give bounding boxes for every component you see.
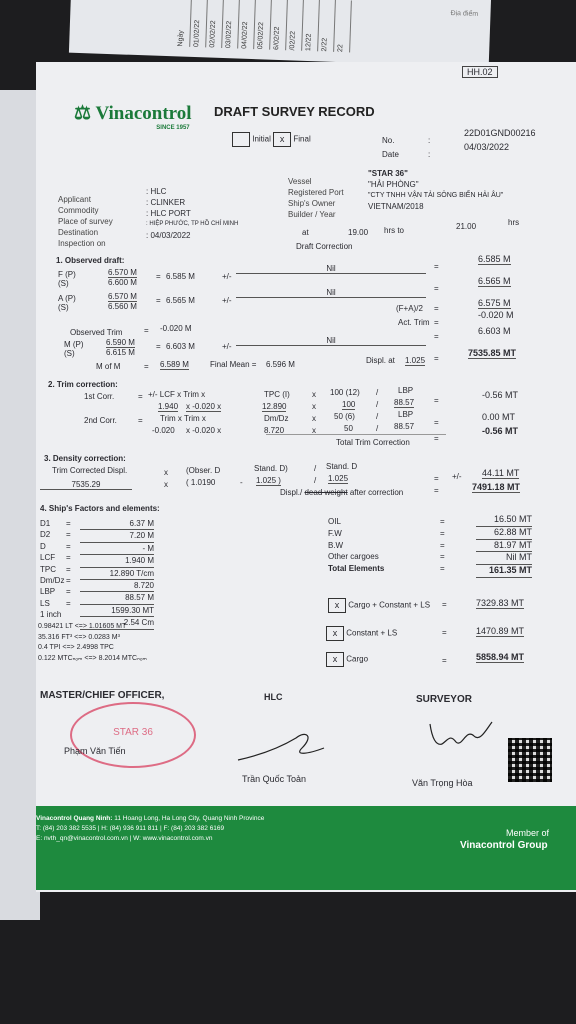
first-corr-lbp: LBP — [398, 386, 414, 395]
first-corr-result: -0.56 MT — [482, 390, 519, 400]
hrs-label: hrs — [508, 218, 520, 227]
obs-trim-value: -0.020 M — [160, 324, 192, 333]
result-value-2: 1470.89 MT — [476, 626, 525, 636]
surveyor-signature — [426, 718, 496, 752]
member-group: Vinacontrol Group — [460, 840, 548, 851]
density-corr-value: 44.11 MT — [482, 468, 520, 478]
fwd-values: 6.570 M 6.600 M — [108, 268, 137, 287]
date-header: Ngày — [177, 0, 192, 47]
times-sign: x — [312, 414, 316, 423]
destination-value: HIỆP PHƯỚC, TP HỒ CHÍ MINH — [149, 221, 239, 227]
mofm-label: M of M — [96, 362, 121, 371]
hrs-to-label: hrs to — [384, 226, 405, 235]
first-corr-tpc-value: 12.890 — [262, 402, 287, 411]
aft-values: 6.570 M 6.560 M — [108, 292, 137, 311]
displ-density: 1.025 — [405, 356, 426, 365]
first-corr-label: 1st Corr. — [84, 392, 115, 401]
displ-after-value: 7491.18 MT — [472, 482, 521, 492]
aft-result: 6.565 M — [478, 276, 511, 286]
element-values: 16.50 MT 62.88 MT 81.97 MT Nil MT 161.35 MT — [476, 514, 532, 578]
second-corr-trim: -0.020 — [152, 426, 175, 435]
builder-value: VIETNAM/2018 — [368, 202, 424, 211]
no-label: No. — [382, 136, 395, 145]
displ-label: Displ. at — [366, 356, 395, 365]
mid-mean: 6.603 M — [166, 342, 195, 351]
mofm-value: 6.589 M — [160, 360, 189, 369]
initial-option — [232, 132, 311, 147]
second-corr-lbp-value: 88.57 — [394, 422, 415, 431]
qr-code-icon — [508, 738, 552, 782]
master-title: MASTER/CHIEF OFFICER, — [40, 690, 165, 701]
date-cell: 03/02/22 — [225, 0, 240, 49]
obs-density-label: (Obser. D — [186, 466, 221, 475]
date-cell: /02/22 — [289, 0, 304, 51]
first-corr-factor-value: 100 — [342, 400, 356, 409]
divide-sign: / — [314, 464, 317, 473]
place-note: Địa điểm — [450, 9, 479, 18]
right-info-labels — [288, 176, 344, 220]
fwd-mean: 6.585 M — [166, 272, 195, 281]
divide-sign: / — [376, 400, 379, 409]
logo — [74, 102, 190, 131]
mid-result: 6.603 M — [478, 326, 511, 336]
first-corr-lcf: 1.940 — [158, 402, 179, 411]
final-checkbox: x — [273, 132, 291, 147]
initial-checkbox — [232, 132, 250, 147]
final-label: Final — [293, 134, 311, 144]
form-code: HH.02 — [462, 66, 498, 78]
second-corr-result: 0.00 MT — [482, 412, 516, 422]
aft-pm: +/- — [222, 296, 232, 305]
divide-sign: / — [314, 476, 317, 485]
builder-label: Builder / Year — [288, 210, 336, 219]
at-label: at — [302, 228, 309, 237]
stand-density-value: 1.025 ) — [256, 476, 281, 485]
displ-after-label: Displ./ dead weight after correction — [280, 488, 404, 497]
mid-pm: +/- — [222, 342, 232, 351]
mid-correction: Nil — [236, 336, 426, 346]
background-sheet — [69, 0, 491, 67]
trim-correction-title: 2. Trim correction: — [48, 380, 118, 389]
date-cell: 01/02/22 — [193, 0, 208, 47]
aft-labels: A (P) (S) — [58, 294, 76, 312]
second-corr-dmdz: Dm/Dz — [264, 414, 289, 423]
applicant-value: HLC — [150, 187, 167, 196]
second-corr-dmdz-value: 8.720 — [264, 426, 285, 435]
times-sign: x — [164, 480, 168, 489]
stand-density-label-2: Stand. D — [326, 462, 358, 471]
total-trim-value: -0.56 MT — [482, 426, 519, 436]
conversion-table: 0.98421 LT <=> 1.01605 MT 35.316 FT³ <=> 0.0283 M³ 0.4 TPI <=> 2.4998 TPC 0.122 MTCₙₒₘ <=> 8.2014 MTCₙₒₘ — [38, 623, 147, 662]
owner-label: Ship's Owner — [288, 199, 336, 208]
at-time: 19.00 — [348, 228, 369, 237]
result-value-3: 5858.94 MT — [476, 652, 525, 662]
hlc-name: Trần Quốc Toản — [242, 774, 307, 784]
mid-labels: M (P) (S) — [64, 340, 84, 358]
mid-values: 6.590 M 6.615 M — [106, 338, 135, 357]
surveyor-title: SURVEYOR — [416, 694, 472, 705]
total-trim-label: Total Trim Correction — [336, 438, 410, 447]
member-of: Member of — [506, 828, 550, 838]
stand-density-value-2: 1.025 — [328, 474, 349, 483]
date-columns — [177, 0, 352, 52]
result-checkbox: x — [326, 652, 344, 667]
stand-density-label: Stand. D) — [254, 464, 288, 473]
act-trim-label: Act. Trim — [398, 318, 430, 327]
second-corr-factor-value: 50 — [344, 424, 353, 433]
density-title: 3. Density correction: — [44, 454, 126, 463]
logo-since: SINCE 1957 — [156, 125, 190, 131]
left-info-values: : HLC : CLINKER : HLC PORT : HIỆP PHƯỚC, TP HỒ CHÍ MINH : 04/03/2022 — [146, 187, 239, 240]
fwd-result: 6.585 M — [478, 254, 511, 264]
factor-values: 6.37 M 7.20 M - M 1.940 M 12.890 T/cm 8.720 88.57 M 1599.30 MT 2.54 Cm — [80, 518, 154, 630]
trim-corr-displ-label: Trim Corrected Displ. — [52, 466, 128, 475]
initial-label: Initial — [252, 134, 271, 144]
displ-value: 7535.85 MT — [468, 348, 517, 358]
commodity-value: CLINKER — [150, 198, 186, 207]
aft-correction: Nil — [236, 288, 426, 298]
date-cell: 02/02/22 — [209, 0, 224, 48]
fwd-labels: F (P) (S) — [58, 270, 76, 288]
aft-mean: 6.565 M — [166, 296, 195, 305]
first-corr-lbp-value: 88.57 — [394, 398, 415, 407]
second-corr-trim2: x -0.020 x — [186, 426, 222, 435]
minus-sign: - — [240, 478, 243, 487]
master-name: Phạm Văn Tiến — [64, 746, 126, 756]
owner-value: "CTY TNHH VẬN TẢI SÔNG BIỂN HẢI ÂU" — [368, 192, 504, 199]
port-label: Registered Port — [288, 188, 344, 197]
fwd-pm: +/- — [222, 272, 232, 281]
place-value: HLC PORT — [150, 209, 191, 218]
inspection-value: 04/03/2022 — [150, 231, 191, 240]
date-label: Date — [382, 150, 399, 159]
place-label: Place of survey — [58, 217, 113, 226]
inspection-label: Inspection on — [58, 239, 106, 248]
document-title: DRAFT SURVEY RECORD — [214, 104, 375, 119]
applicant-label: Applicant — [58, 195, 91, 204]
times-sign: x — [312, 426, 316, 435]
no-value: 22D01GND00216 — [464, 128, 536, 138]
final-mean-value: 6.596 M — [266, 360, 295, 369]
second-corr-formula: Trim x Trim x — [160, 414, 206, 423]
hlc-title: HLC — [264, 692, 283, 702]
factors-title: 4. Ship's Factors and elements: — [40, 504, 160, 513]
footer-band — [36, 806, 576, 890]
company-stamp: STAR 36 — [70, 702, 196, 768]
hlc-signature — [236, 726, 326, 766]
draft-correction-label: Draft Correction — [296, 242, 353, 251]
fa2-label: (F+A)/2 — [396, 304, 423, 313]
result-checkbox: x — [328, 598, 346, 613]
times-sign: x — [312, 390, 316, 399]
vessel-label: Vessel — [288, 177, 312, 186]
act-trim-value: -0.020 M — [478, 310, 514, 320]
date-cell: 04/02/22 — [241, 0, 256, 49]
logo-text: Vinacontrol — [95, 103, 192, 124]
survey-document: HH.02 ⚖ Vinacontrol $_{SINCE 1957}$ DRAFT SURVEY RECORD Initial x Final No. : 22D01GND00216 Date : 04/03/2022 Applicant Commodity Place of survey Destination Inspection on : HLC : CLINKER : HLC PORT : HIỆP PHƯỚC, TP HỒ CHÍ MINH : 04/03/2022 Vessel Registered Port Ship's Owner Builder / Year "STAR 36" "HẢI PHÒNG" "CTY TNHH VẬN TẢI SÔNG BIỂN HẢI ÂU" VIETNAM/2018 at 19.00 hrs to 21.00 hrs Draft Correction 1. Observed draft: F (P) (S) 6.570 M 6.600 M = 6.585 M +/- Nil = 6.585 M A (P) (S) 6.570 M 6.560 M = 6.565 M +/- Nil = 6.565 M (F+A)/2 = 6.575 M Act. Trim = -0.020 M Observed Trim = -0.020 M M (P) (S) 6.590 M 6.615 M = 6.603 M +/- Nil = 6.603 M M of M = 6.589 M Final Mean = 6.596 M Displ. at 1.025 = 7535.85 MT 2. Trim correction: 1st Corr. = +/- LCF x Trim x TPC (I) x 100 (12) / LBP 1.940 x -0.020 x 12.890 x 100 / 88.57 = -0.56 MT 2nd Corr. = Trim x Trim x Dm/Dz x 50 (6) / LBP -0.020 x -0.020 x 8.720 x 50 / 88.57 = 0.00 MT Total Trim Correction = -0.56 MT 3. Density correction: Trim Corrected Displ. x (Obser. D Stand. D) / Stand. D 7535.29 x ( 1.0190 - 1.025 ) / 1.025 = +/- 44.11 MT Displ./ dead weight after correction = 7491.18 MT 4. Ship's Factors and elements: D1 D2 D LCF TPC Dm/Dz LBP LS 1 inch = = = = = = = = 6.37 M 7.20 M - M 1.940 M 12.890 T/cm 8.720 88.57 M 1599.30 MT 2.54 Cm 0.98421 LT <=> 1.01605 MT 35.316 FT³ <=> 0.0283 M³ 0.4 TPI <=> 2.4998 TPC 0.122 MTCₙₒₘ <=> 8.2014 MTCₙₒₘ OIL F.W B.W Other cargoes Total Elements = = = = = 16.50 MT 62.88 MT 81.97 MT Nil MT 161.35 MT x Cargo + Constant + LS = 7329.83 MT x Constant + LS = 1470.89 MT x Cargo = 5858.94 MT MASTER/CHIEF OFFICER, HLC SURVEYOR STAR 36 Phạm Văn Tiến Trần Quốc Toản Văn Trọng Hòa Vinacontrol Quang Ninh: 11 Hoang Long, Ha Long City, Quang Ninh Province T: (84) 203 382 5535 | H: (84) 936 911 811 | F: (84) 203 382 6169 E: nvth_qn@vinacontrol.com.vn | W: www.vinacontrol.com.vn Member of Vinacontrol Group — [36, 62, 576, 892]
result-cargo: x Cargo — [326, 652, 368, 667]
surveyor-name: Văn Trọng Hòa — [412, 778, 473, 788]
footer-address: Vinacontrol Quang Ninh: 11 Hoang Long, Ha Long City, Quang Ninh Province T: (84) 203 382 5535 | H: (84) 936 911 811 | F: (84) 203 382 6169 E: nvth_qn@vinacontrol.com.vn | W: www.vinacontrol.com.vn — [36, 815, 265, 842]
result-value-1: 7329.83 MT — [476, 598, 525, 608]
result-cargo-constant-ls: x Cargo + Constant + LS — [328, 598, 430, 613]
date-cell: 6/02/22 — [273, 0, 288, 50]
fwd-correction: Nil — [236, 264, 426, 274]
left-info-labels — [58, 194, 113, 249]
pm-sign: +/- — [452, 472, 462, 481]
divide-sign: / — [376, 424, 379, 433]
obs-trim-label: Observed Trim — [70, 328, 123, 337]
final-mean-label: Final Mean = — [210, 360, 257, 369]
second-corr-label: 2nd Corr. — [84, 416, 117, 425]
port-value: "HẢI PHÒNG" — [368, 180, 419, 189]
first-corr-factor: 100 (12) — [330, 388, 360, 397]
commodity-label: Commodity — [58, 206, 99, 215]
times-sign: x — [164, 468, 168, 477]
result-checkbox: x — [326, 626, 344, 641]
divide-sign: / — [376, 412, 379, 421]
first-corr-formula: +/- LCF x Trim x — [148, 390, 206, 399]
right-info-values — [368, 168, 503, 212]
obs-density-value: ( 1.0190 — [186, 478, 216, 487]
trim-corr-displ-value: 7535.29 — [40, 480, 132, 490]
background-sheet-left — [0, 90, 40, 920]
scale-icon: ⚖ — [74, 103, 92, 124]
first-corr-tpc: TPC (I) — [264, 390, 290, 399]
to-time: 21.00 — [456, 222, 477, 231]
date-cell: 05/02/22 — [257, 0, 272, 50]
date-cell: 12/22 — [305, 0, 320, 51]
result-constant-ls: x Constant + LS — [326, 626, 397, 641]
first-corr-trim: x -0.020 x — [186, 402, 222, 411]
element-labels: OIL F.W B.W Other cargoes Total Elements — [328, 517, 385, 574]
date-cell: 22 — [337, 0, 352, 52]
vessel-value: "STAR 36" — [368, 169, 408, 178]
factor-labels: D1 D2 D LCF TPC Dm/Dz LBP LS 1 inch — [40, 519, 65, 620]
date-value: 04/03/2022 — [464, 142, 510, 152]
date-cell: 2/22 — [321, 0, 336, 52]
times-sign: x — [312, 402, 316, 411]
fa2-value: 6.575 M — [478, 298, 511, 308]
observed-draft-title: 1. Observed draft: — [56, 256, 125, 265]
divide-sign: / — [376, 388, 379, 397]
second-corr-lbp: LBP — [398, 410, 414, 419]
destination-label: Destination — [58, 228, 99, 237]
second-corr-factor: 50 (6) — [334, 412, 355, 421]
